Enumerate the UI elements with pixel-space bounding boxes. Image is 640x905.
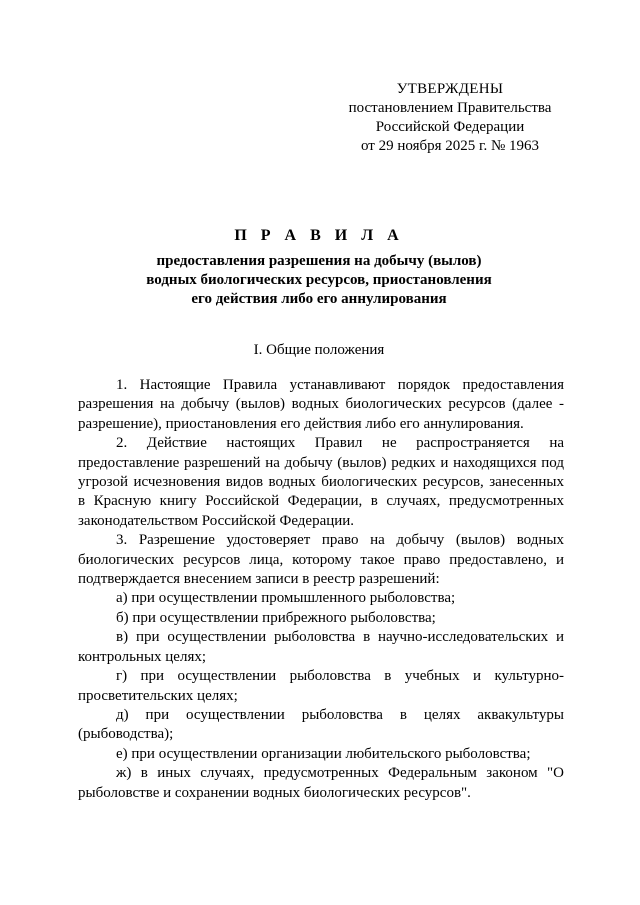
list-item-b: б) при осуществлении прибрежного рыболовства;	[116, 609, 436, 626]
document-subtitle-line-1: предоставления разрешения на добычу (вылов)	[156, 253, 482, 269]
approval-line-2: Российской Федерации	[375, 119, 525, 135]
list-item-a: а) при осуществлении промышленного рыболовства;	[116, 590, 456, 607]
list-item-zh: ж) в иных случаях, предусмотренных Федеральным законом "О рыболовстве и сохранении водных биологических ресурсов".	[78, 765, 564, 801]
approval-line-1: постановлением Правительства	[348, 100, 552, 116]
approval-line-3: от 29 ноября 2025 г. № 1963	[360, 138, 540, 154]
document-title: П Р А В И Л А	[234, 227, 404, 244]
paragraph-1: 1. Настоящие Правила устанавливают порядок предоставления разрешения на добычу (вылов) водных биологических ресурсов (далее - разрешение), приостановления его действия либо его аннулирования.	[78, 377, 564, 432]
document-body	[78, 376, 564, 803]
paragraph-3: 3. Разрешение удостоверяет право на добычу (вылов) водных биологических ресурсов лица, которому такое право предоставлено, и подтверждается внесением записи в реестр разрешений:	[78, 532, 564, 588]
list-item-g: г) при осуществлении рыболовства в учебных и культурно-просветительских целях;	[78, 668, 564, 704]
document-heading	[60, 226, 578, 309]
approval-stamp	[330, 80, 570, 156]
list-item-e: е) при осуществлении организации любительского рыболовства;	[116, 745, 531, 762]
paragraph-2: 2. Действие настоящих Правил не распространяется на предоставление разрешений на добычу (вылов) редких и находящихся под угрозой исчезновения видов водных биологических ресурсов, занесенных в Красную книгу Российской Федерации, в случаях, предусмотренных законодательством Российской Федерации.	[78, 435, 564, 529]
document-subtitle-line-3: его действия либо его аннулирования	[191, 291, 447, 307]
document-subtitle-line-2: водных биологических ресурсов, приостановления	[146, 272, 492, 288]
approval-title: УТВЕРЖДЕНЫ	[396, 81, 504, 97]
list-item-v: в) при осуществлении рыболовства в научно-исследовательских и контрольных целях;	[78, 629, 564, 665]
section-title: I. Общие положения	[253, 342, 385, 358]
list-item-d: д) при осуществлении рыболовства в целях аквакультуры (рыбоводства);	[78, 706, 564, 743]
